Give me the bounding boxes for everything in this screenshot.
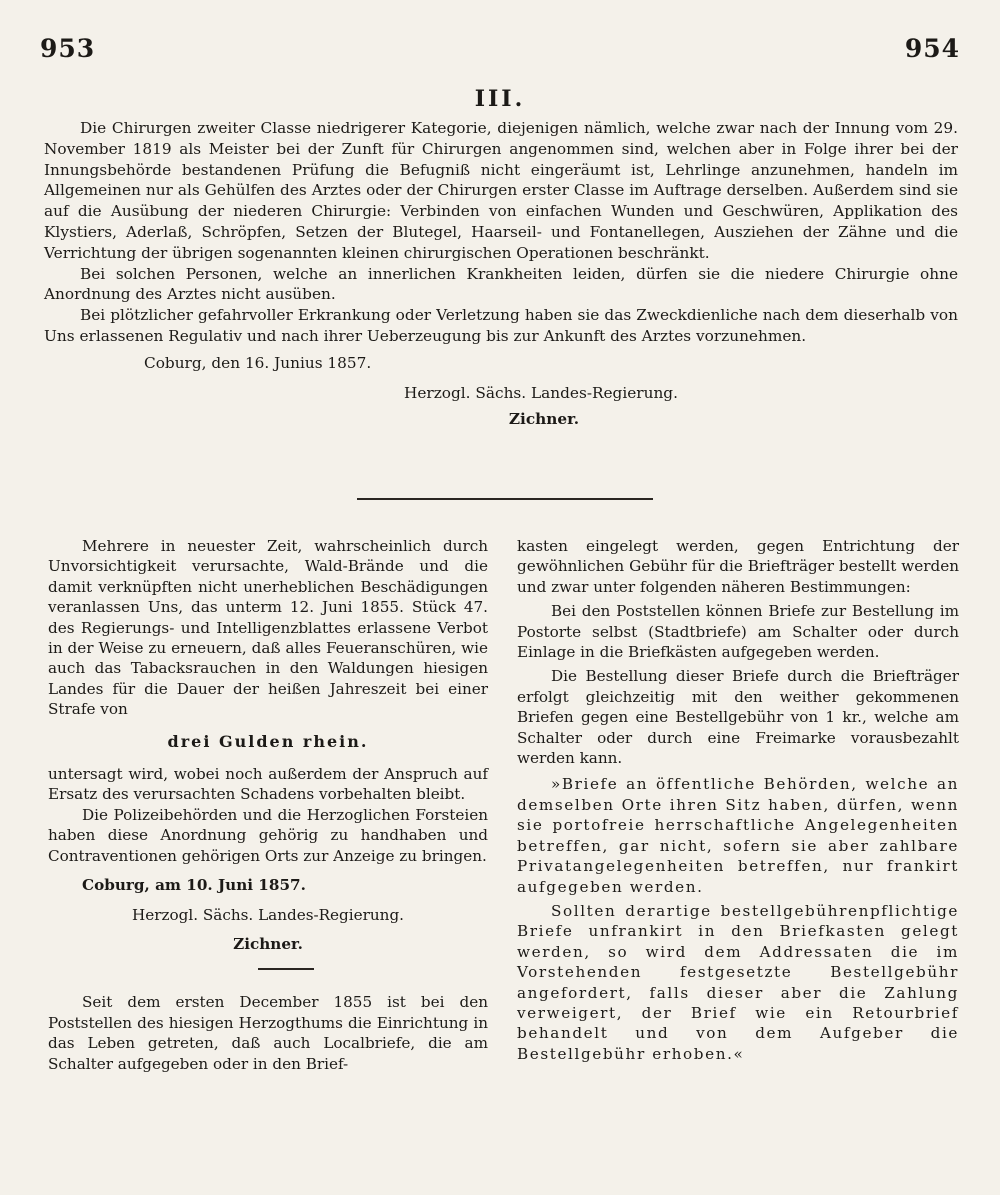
page-number-right: 954	[904, 34, 960, 63]
section-divider	[357, 498, 653, 500]
ordinance-paragraph: untersagt wird, wobei noch außerdem der Anspruch auf Ersatz des verursachten Schadens vorbehalten bleibt.	[48, 765, 488, 804]
surgeon-ordinance	[44, 118, 958, 430]
ordinance-paragraph: Mehrere in neuester Zeit, wahrscheinlich durch Unvorsichtigkeit verursachte, Wald-Brände und die damit verknüpften nicht unerheblichen Beschädigungen veranlassen Uns, das unterm 12. Juni 1855. Stück 47. des Regierungs- und Intelligenzblattes erlassene Verbot in der Weise zu erneuern, daß alles Feueranschüren, wie auch das Tabacksrauchen in den Waldungen hiesigen Landes für die Dauer der heißen Jahreszeit bei einer Strafe von	[48, 537, 488, 719]
section-title: III.	[474, 86, 526, 112]
page-number-left: 953	[40, 34, 96, 63]
quoted-paragraph: Sollten derartige bestellgebührenpflichtige Briefe unfrankirt in den Briefkasten gelegt werden, so wird dem Addressaten die im Vorstehenden festgesetzte Bestellgebühr angefordert, falls dieser aber die Zahlung verweigert, der Brief wie ein Retourbrief behandelt und von dem Aufgeber die Bestellgebühr erhoben.«	[517, 901, 959, 1063]
government-signature: Herzogl. Sächs. Landes-Regierung.	[404, 383, 678, 402]
ordinance-paragraph: Bei plötzlicher gefahrvoller Erkrankung oder Verletzung haben sie das Zweckdienliche nach dem dieserhalb von Uns erlassenen Regulativ und nach ihrer Ueberzeugung bis zur Ankunft des Arztes vorzunehmen.	[44, 306, 958, 345]
ordinance-paragraph: Die Polizeibehörden und die Herzoglichen Forsteien haben diese Anordnung gehörig zu handhaben und Contraventionen gehörigen Orts zur Anzeige zu bringen.	[48, 805, 488, 865]
quoted-paragraph: »Briefe an öffentliche Behörden, welche an demselben Orte ihren Sitz haben, dürfen, wenn sie portofreie herrschaftliche Angelegenheiten betreffen, gar nicht, sofern sie aber zahlbare Privatangelegenheiten betreffen, nur frankirt aufgegeben werden.	[517, 775, 959, 896]
forest-fire-ordinance	[48, 536, 488, 1074]
local-letter-ordinance	[517, 536, 959, 1064]
ordinance-paragraph: kasten eingelegt werden, gegen Entrichtung der gewöhnlichen Gebühr für die Briefträger bestellt werden und zwar unter folgenden näheren Bestimmungen:	[517, 537, 959, 596]
fine-amount: drei Gulden rhein.	[167, 731, 369, 751]
ordinance-paragraph: Bei solchen Personen, welche an innerlichen Krankheiten leiden, dürfen sie die niedere Chirurgie ohne Anordnung des Arztes nicht ausüben.	[44, 264, 958, 304]
place-date: Coburg, am 10. Juni 1857.	[82, 876, 306, 895]
official-signature: Zichner.	[508, 410, 580, 429]
section-divider	[258, 968, 314, 970]
place-date: Coburg, den 16. Junius 1857.	[144, 353, 372, 372]
government-signature: Herzogl. Sächs. Landes-Regierung.	[132, 905, 404, 924]
official-signature: Zichner.	[233, 934, 303, 953]
ordinance-paragraph: Die Bestellung dieser Briefe durch die Briefträger erfolgt gleichzeitig mit den weither gekommenen Briefen gegen eine Bestellgebühr von 1 kr., welche am Schalter oder durch eine Freimarke vorausbezahlt werden kann.	[517, 667, 959, 768]
ordinance-paragraph: Bei den Poststellen können Briefe zur Bestellung im Postorte selbst (Stadtbriefe) am Schalter oder durch Einlage in die Briefkästen aufgegeben werden.	[517, 602, 959, 662]
ordinance-paragraph: Seit dem ersten December 1855 ist bei den Poststellen des hiesigen Herzogthums die Einrichtung in das Leben getreten, daß auch Localbriefe, die am Schalter aufgegeben oder in den Brief-	[48, 993, 488, 1073]
ordinance-paragraph: Die Chirurgen zweiter Classe niedrigerer Kategorie, diejenigen nämlich, welche zwar nach der Innung vom 29. November 1819 als Meister bei der Zunft für Chirurgen angenommen sind, welchen aber in Folge ihrer bei der Innungsbehörde bestandenen Prüfung die Befugniß nicht eingeräumt ist, Lehrlinge anzunehmen, handeln im Allgemeinen nur als Gehülfen des Arztes oder der Chirurgen erster Classe im Auftrage derselben. Außerdem sind sie auf die Ausübung der niederen Chirurgie: Verbinden von einfachen Wunden und Geschwüren, Applikation des Klystiers, Aderlaß, Schröpfen, Setzen der Blutegel, Haarseil- und Fontanellegen, Ausziehen der Zähne und die Verrichtung der übrigen sogenannten kleinen chirurgischen Operationen beschränkt.	[44, 119, 958, 262]
